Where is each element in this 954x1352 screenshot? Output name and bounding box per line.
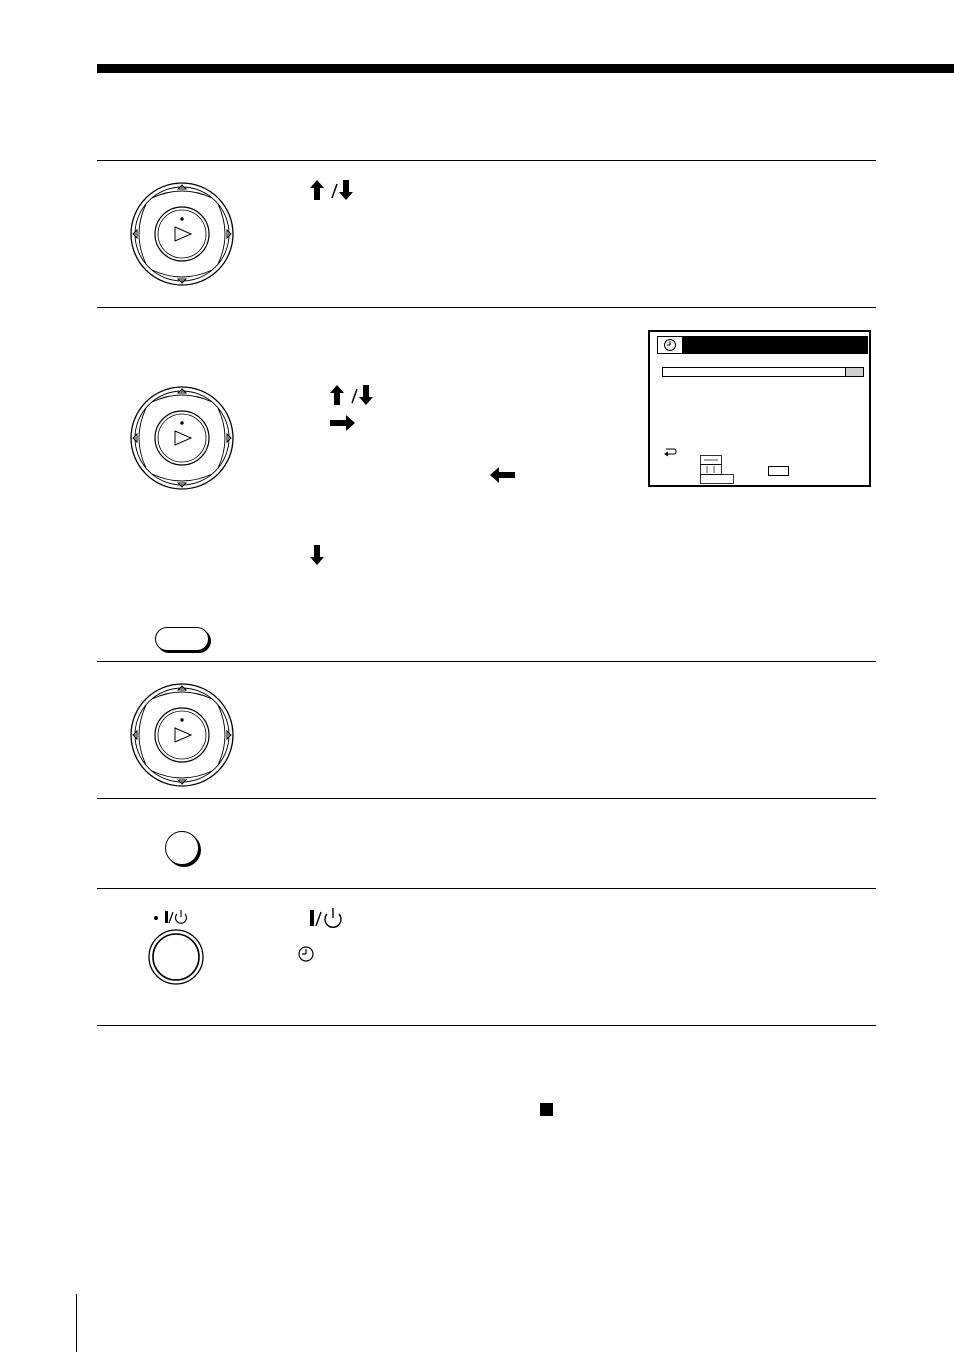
osd-title-bar — [657, 336, 868, 354]
up-down-arrow-icon — [310, 180, 354, 202]
down-arrow-icon — [310, 545, 326, 567]
osd-small-box — [768, 466, 789, 476]
timer-icon — [658, 337, 682, 353]
header-rule — [97, 64, 954, 73]
up-down-arrow-icon — [330, 385, 374, 407]
osd-selection-bar — [662, 367, 864, 377]
jog-dial-icon — [129, 182, 235, 288]
section-divider — [97, 160, 876, 161]
section-divider — [97, 888, 876, 889]
section-divider — [97, 798, 876, 799]
power-inline-icon — [308, 907, 348, 929]
osd-bar-cap — [845, 368, 863, 376]
menu-oval-button[interactable] — [155, 627, 209, 651]
power-button[interactable] — [148, 929, 206, 987]
right-arrow-icon — [330, 415, 356, 431]
osd-screen — [648, 330, 871, 487]
round-button[interactable] — [165, 831, 199, 865]
section-divider — [97, 307, 876, 308]
page-edge-line — [76, 1294, 77, 1352]
section-divider — [97, 1025, 876, 1026]
stop-square-icon — [540, 1103, 553, 1116]
jog-dial-icon — [129, 683, 235, 789]
arrow-cluster-icon — [700, 455, 736, 485]
return-icon — [664, 446, 678, 458]
jog-dial-icon — [129, 386, 235, 492]
left-arrow-icon — [490, 467, 516, 483]
power-symbol-label — [152, 909, 192, 925]
section-divider — [97, 661, 876, 662]
timer-icon — [297, 945, 315, 963]
